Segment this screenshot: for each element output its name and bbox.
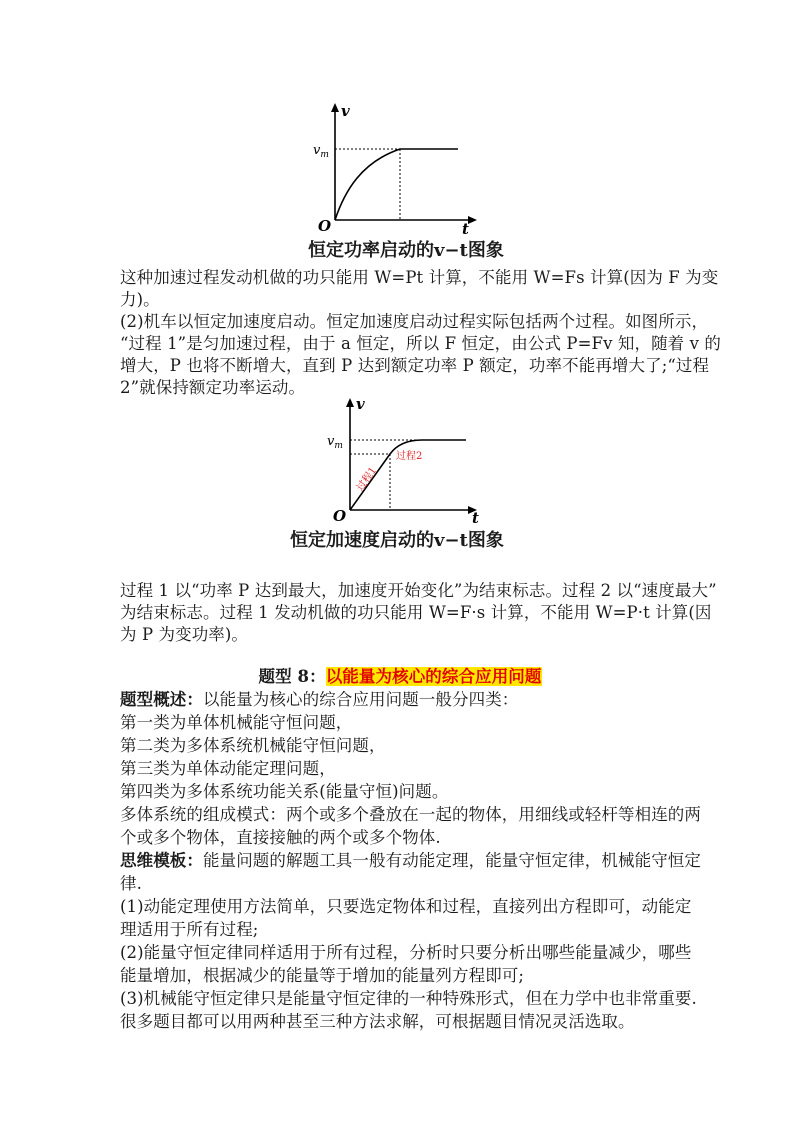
section-prefix: 题型 8： — [258, 667, 326, 686]
paragraph-line: 过程 1 以“功率 P 达到最大，加速度开始变化”为结束标志。过程 2 以“速度最大” — [120, 581, 717, 600]
y-axis-label: v — [356, 395, 365, 413]
figure-constant-acceleration — [290, 395, 504, 551]
section-title: 以能量为核心的综合应用问题 — [325, 667, 542, 686]
vm-label: $v_m$ — [327, 434, 343, 451]
paragraph-line: 增大，P 也将不断增大，直到 P 达到额定功率 P 额定，功率不能再增大了;“过程 — [120, 356, 710, 375]
paragraph-line: (2)机车以恒定加速度启动。恒定加速度启动过程实际包括两个过程。如图所示， — [120, 312, 709, 331]
overview-label: 题型概述： — [120, 690, 203, 709]
paragraph-line: 为 P 为变功率)。 — [120, 625, 249, 644]
template-line: 能量增加，根据减少的能量等于增加的能量列方程即可; — [120, 966, 525, 985]
y-axis-arrow — [331, 103, 339, 112]
type-line: 多体系统的组成模式：两个或多个叠放在一起的物体，用细线或轻杆等相连的两 — [120, 805, 701, 824]
process1-label: 过程1 — [354, 465, 380, 494]
template-line: (1)动能定理使用方法简单，只要选定物体和过程，直接列出方程即可，动能定 — [120, 897, 692, 916]
overview-text: 以能量为核心的综合应用问题一般分四类： — [203, 690, 519, 709]
template-line: 律. — [120, 874, 142, 893]
template-label: 思维模板： — [120, 851, 203, 870]
template-line — [120, 850, 700, 872]
type-line: 第三类为单体动能定理问题， — [120, 759, 336, 778]
paragraph-line: 力)。 — [120, 290, 160, 309]
paragraph-line: 2”就保持额定功率运动。 — [120, 378, 306, 397]
type-line: 第一类为单体机械能守恒问题， — [120, 713, 353, 732]
template-line: (2)能量守恒定律同样适用于所有过程，分析时只要分析出哪些能量减少，哪些 — [120, 943, 692, 962]
template-line: 理适用于所有过程; — [120, 920, 259, 939]
overview-line — [120, 689, 700, 711]
x-axis-label: t — [472, 509, 479, 527]
section-heading — [0, 666, 800, 688]
origin-label: O — [318, 217, 332, 235]
origin-label: O — [333, 507, 347, 525]
template-line: 很多题目都可以用两种甚至三种方法求解，可根据题目情况灵活选取。 — [120, 1012, 635, 1031]
figure-caption: 恒定功率启动的v−t图象 — [308, 240, 504, 261]
process2-label: 过程2 — [396, 451, 423, 462]
vm-label: $v_m$ — [313, 143, 329, 160]
paragraph-line: 为结束标志。过程 1 发动机做的功只能用 W=F·s 计算，不能用 W=P·t 计算(因 — [120, 603, 712, 622]
type-line: 个或多个物体，直接接触的两个或多个物体. — [120, 828, 441, 847]
velocity-curve — [335, 149, 458, 220]
type-line: 第四类为多体系统功能关系(能量守恒)问题。 — [120, 782, 449, 801]
paragraph-line: “过程 1”是匀加速过程，由于 a 恒定，所以 F 恒定，由公式 P=Fv 知，随着 v 的 — [120, 334, 721, 353]
figure-caption: 恒定加速度启动的v−t图象 — [290, 530, 504, 551]
paragraph-line: 这种加速过程发动机做的功只能用 W=Pt 计算，不能用 W=Fs 计算(因为 F 为变 — [120, 268, 719, 287]
template-first-line: 能量问题的解题工具一般有动能定理，能量守恒定律，机械能守恒定 — [203, 851, 701, 870]
x-axis-arrow — [468, 216, 477, 224]
y-axis-label: v — [341, 102, 350, 120]
type-line: 第二类为多体系统机械能守恒问题， — [120, 736, 386, 755]
x-axis-label: t — [462, 220, 469, 238]
template-line: (3)机械能守恒定律只是能量守恒定律的一种特殊形式，但在力学中也非常重要. — [120, 989, 697, 1008]
y-axis-arrow — [346, 398, 354, 407]
figure-constant-power — [300, 100, 504, 261]
